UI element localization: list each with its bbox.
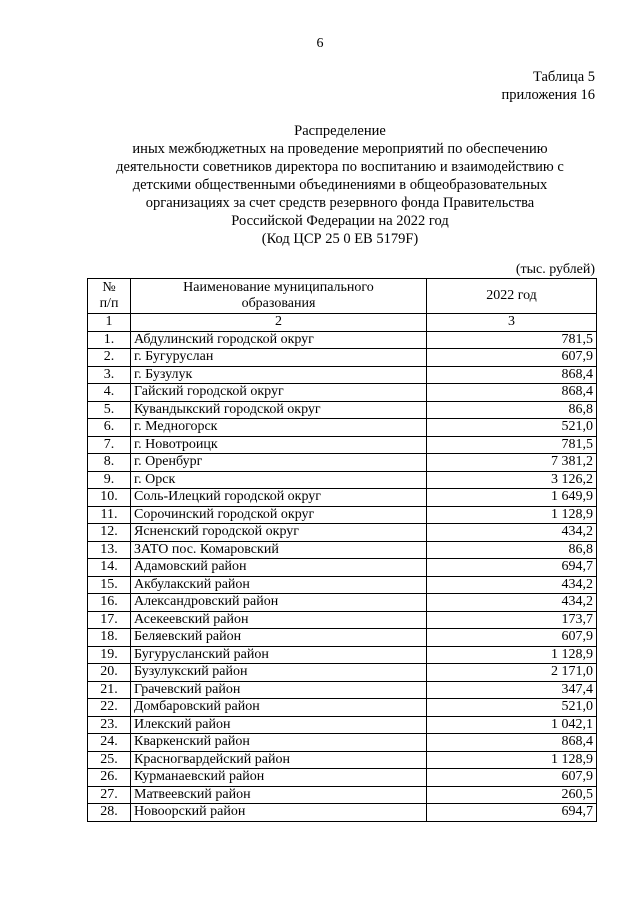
- municipality-name: Кваркенский район: [131, 734, 427, 752]
- amount-value: 694,7: [427, 559, 597, 577]
- title-line1: Распределение: [294, 123, 386, 139]
- column-number: 1: [88, 314, 131, 332]
- table-row: [88, 699, 597, 717]
- municipality-name: Акбулакский район: [131, 576, 427, 594]
- row-number: 7.: [88, 436, 131, 454]
- table-row: [88, 681, 597, 699]
- table-row: [88, 331, 597, 349]
- table-row: [88, 436, 597, 454]
- row-number: 15.: [88, 576, 131, 594]
- table-row: [88, 664, 597, 682]
- row-number: 12.: [88, 524, 131, 542]
- units-label: (тыс. рублей): [515, 262, 595, 277]
- amount-value: 781,5: [427, 436, 597, 454]
- table-row: [88, 524, 597, 542]
- amount-value: 607,9: [427, 349, 597, 367]
- amount-value: 173,7: [427, 611, 597, 629]
- table-header-row: [88, 279, 597, 314]
- municipality-name: Матвеевский район: [131, 786, 427, 804]
- amount-value: 868,4: [427, 366, 597, 384]
- amount-value: 781,5: [427, 331, 597, 349]
- municipality-name: г. Орск: [131, 471, 427, 489]
- table-row: [88, 506, 597, 524]
- municipality-name: Грачевский район: [131, 681, 427, 699]
- municipality-name: Красногвардейский район: [131, 751, 427, 769]
- table-row: [88, 366, 597, 384]
- amount-value: 694,7: [427, 804, 597, 822]
- municipality-name: Домбаровский район: [131, 699, 427, 717]
- municipality-name: Соль-Илецкий городской округ: [131, 489, 427, 507]
- amount-value: 1 128,9: [427, 751, 597, 769]
- municipality-name: Бузулукский район: [131, 664, 427, 682]
- amount-value: 521,0: [427, 699, 597, 717]
- table-row: [88, 454, 597, 472]
- table-row: [88, 349, 597, 367]
- page-number: 6: [316, 36, 324, 51]
- row-number: 28.: [88, 804, 131, 822]
- row-number: 16.: [88, 594, 131, 612]
- municipality-name: Гайский городской округ: [131, 384, 427, 402]
- row-number: 20.: [88, 664, 131, 682]
- title-line5: организациях за счет средств резервного фонда Правительства: [145, 195, 535, 211]
- table-row: [88, 384, 597, 402]
- amount-value: 7 381,2: [427, 454, 597, 472]
- municipality-name: Илекский район: [131, 716, 427, 734]
- municipality-name: Бугурусланский район: [131, 646, 427, 664]
- table-ref-line1: Таблица 5: [532, 69, 595, 85]
- municipality-name: Адамовский район: [131, 559, 427, 577]
- row-number: 10.: [88, 489, 131, 507]
- amount-value: 1 128,9: [427, 506, 597, 524]
- amount-value: 434,2: [427, 524, 597, 542]
- table-row: [88, 594, 597, 612]
- row-number: 3.: [88, 366, 131, 384]
- row-number: 18.: [88, 629, 131, 647]
- table-row: [88, 559, 597, 577]
- row-number: 6.: [88, 419, 131, 437]
- row-number: 11.: [88, 506, 131, 524]
- table-row: [88, 576, 597, 594]
- table-row: [88, 716, 597, 734]
- amount-value: 434,2: [427, 594, 597, 612]
- amount-value: 86,8: [427, 541, 597, 559]
- municipality-name: Новоорский район: [131, 804, 427, 822]
- row-number: 17.: [88, 611, 131, 629]
- municipality-name: г. Медногорск: [131, 419, 427, 437]
- row-number: 9.: [88, 471, 131, 489]
- municipality-name: Абдулинский городской округ: [131, 331, 427, 349]
- title-line7: (Код ЦСР 25 0 ЕВ 5179F): [261, 231, 419, 247]
- municipality-name: Курманаевский район: [131, 769, 427, 787]
- municipality-name: Сорочинский городской округ: [131, 506, 427, 524]
- header-municipality: Наименование муниципального образования: [131, 279, 427, 314]
- amount-value: 868,4: [427, 734, 597, 752]
- row-number: 4.: [88, 384, 131, 402]
- row-number: 2.: [88, 349, 131, 367]
- header-number: № п/п: [88, 279, 131, 314]
- document-title: [60, 122, 620, 248]
- table-row: [88, 629, 597, 647]
- row-number: 27.: [88, 786, 131, 804]
- amount-value: 2 171,0: [427, 664, 597, 682]
- row-number: 19.: [88, 646, 131, 664]
- municipality-name: Асекеевский район: [131, 611, 427, 629]
- municipality-name: г. Бузулук: [131, 366, 427, 384]
- amount-value: 3 126,2: [427, 471, 597, 489]
- row-number: 21.: [88, 681, 131, 699]
- title-line3: деятельности советников директора по воспитанию и взаимодействию с: [116, 159, 564, 175]
- table-row: [88, 769, 597, 787]
- table-row: [88, 646, 597, 664]
- amount-value: 347,4: [427, 681, 597, 699]
- table-row: [88, 419, 597, 437]
- municipality-name: Кувандыкский городской округ: [131, 401, 427, 419]
- distribution-table: [87, 278, 597, 822]
- row-number: 22.: [88, 699, 131, 717]
- row-number: 25.: [88, 751, 131, 769]
- municipality-name: Беляевский район: [131, 629, 427, 647]
- table-row: [88, 786, 597, 804]
- municipality-name: г. Новотроицк: [131, 436, 427, 454]
- table-row: [88, 401, 597, 419]
- row-number: 26.: [88, 769, 131, 787]
- table-row: [88, 734, 597, 752]
- row-number: 8.: [88, 454, 131, 472]
- municipality-name: Александровский район: [131, 594, 427, 612]
- table-row: [88, 541, 597, 559]
- row-number: 14.: [88, 559, 131, 577]
- table-row: [88, 751, 597, 769]
- amount-value: 1 042,1: [427, 716, 597, 734]
- municipality-name: ЗАТО пос. Комаровский: [131, 541, 427, 559]
- column-number: 2: [131, 314, 427, 332]
- row-number: 23.: [88, 716, 131, 734]
- amount-value: 260,5: [427, 786, 597, 804]
- table-ref-line2: приложения 16: [501, 87, 595, 103]
- row-number: 1.: [88, 331, 131, 349]
- amount-value: 86,8: [427, 401, 597, 419]
- column-number-row: [88, 314, 597, 332]
- amount-value: 607,9: [427, 629, 597, 647]
- row-number: 13.: [88, 541, 131, 559]
- row-number: 5.: [88, 401, 131, 419]
- row-number: 24.: [88, 734, 131, 752]
- table-row: [88, 471, 597, 489]
- amount-value: 607,9: [427, 769, 597, 787]
- amount-value: 434,2: [427, 576, 597, 594]
- title-line4: детскими общественными объединениями в общеобразовательных: [132, 177, 548, 193]
- header-year: 2022 год: [427, 279, 597, 314]
- municipality-name: Ясненский городской округ: [131, 524, 427, 542]
- amount-value: 521,0: [427, 419, 597, 437]
- municipality-name: г. Бугуруслан: [131, 349, 427, 367]
- table-row: [88, 611, 597, 629]
- amount-value: 1 649,9: [427, 489, 597, 507]
- table-reference: [502, 68, 595, 104]
- table-row: [88, 804, 597, 822]
- amount-value: 868,4: [427, 384, 597, 402]
- table-row: [88, 489, 597, 507]
- column-number: 3: [427, 314, 597, 332]
- title-line2: иных межбюджетных на проведение мероприятий по обеспечению: [132, 141, 548, 157]
- amount-value: 1 128,9: [427, 646, 597, 664]
- municipality-name: г. Оренбург: [131, 454, 427, 472]
- title-line6: Российской Федерации на 2022 год: [231, 213, 449, 229]
